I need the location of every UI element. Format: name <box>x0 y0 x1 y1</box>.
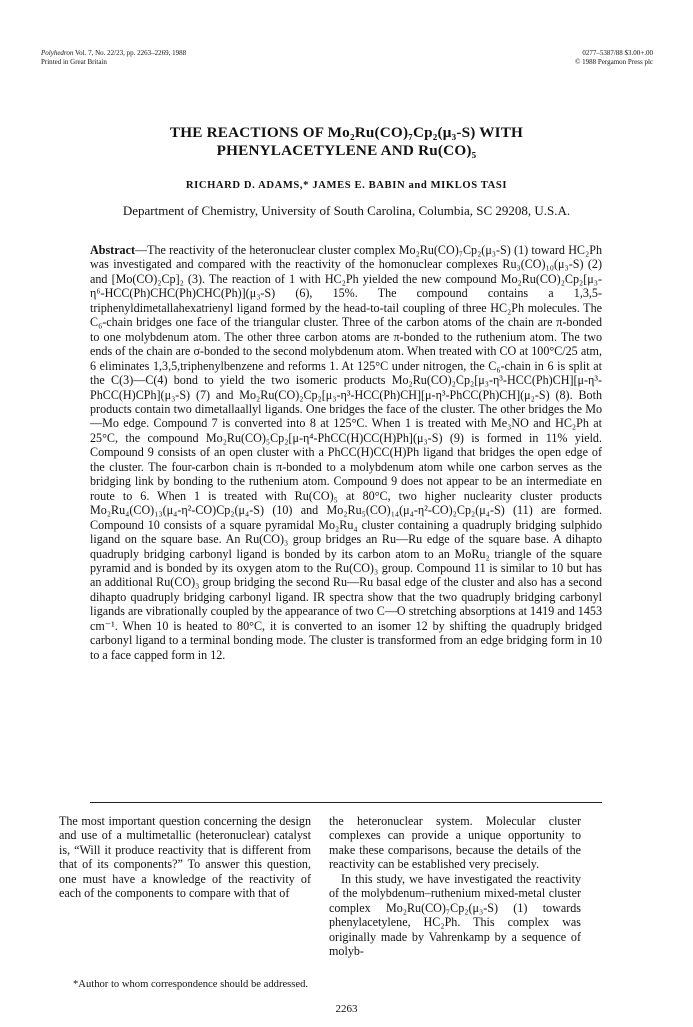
abstract-label: Abstract <box>90 243 136 257</box>
title-line-1: THE REACTIONS OF Mo₂Ru(CO)₇Cp₂(μ₃-S) WITH <box>169 124 524 141</box>
affiliation: Department of Chemistry, University of South Carolina, Columbia, SC 29208, U.S.A. <box>122 203 571 218</box>
journal-name: Polyhedron <box>41 49 74 57</box>
footnote: *Author to whom correspondence should be addressed. <box>73 979 309 990</box>
abstract-divider <box>90 802 602 803</box>
author-list: RICHARD D. ADAMS,* JAMES E. BABIN and MIKLOS TASI <box>185 180 508 191</box>
page-number: 2263 <box>335 1003 358 1015</box>
journal-header <box>41 49 186 67</box>
volume-info: Vol. 7, No. 22/23, pp. 2263–2269, 1988 <box>73 49 187 57</box>
title-line-2: PHENYLACETYLENE AND Ru(CO)₅ <box>216 142 477 159</box>
copyright-header <box>575 49 653 67</box>
body-paragraph: In this study, we have investigated the reactivity of the molybdenum–ruthenium mixed-metal cluster complex Mo₂Ru(CO)₇Cp₂(μ₃-S) (1) towards phenylacetylene, HC₂Ph. This complex was originally made by Vahrenkamp by a sequence of molyb- <box>329 871 581 959</box>
printed-in: Printed in Great Britain <box>41 58 107 66</box>
copyright: © 1988 Pergamon Press plc <box>575 58 653 66</box>
body-column-right <box>329 814 581 959</box>
body-paragraph: the heteronuclear system. Molecular cluster complexes can provide a unique opportunity to make these comparisons, because the details of the reactivity can be established very precisely. <box>329 814 581 872</box>
issn: 0277–5387/88 $3.00+.00 <box>582 49 653 57</box>
abstract <box>90 243 602 662</box>
body-column-left <box>59 814 311 901</box>
body-paragraph: The most important question concerning the design and use of a multimetallic (heteronuclear) catalyst is, “Will it produce reactivity that is different from that of its components?” To answer this question, one must have a knowledge of the reactivity of each of the components to compare with that of <box>59 814 311 901</box>
abstract-text: —The reactivity of the heteronuclear cluster complex Mo₂Ru(CO)₇Cp₂(μ₃-S) (1) toward HC₂Ph was investigated and compared with the reactivity of the homonuclear complexes Ru₃(CO)₁₀(μ₃-S) (2) and [Mo(CO)₂Cp]₂ (3). The reaction of 1 with HC₂Ph yielded the new compound Mo₂Ru(CO)₂Cp₂[μ₃-η⁶-HCC(Ph)CHC(Ph)CHC(Ph)](μ₃-S) (6), 15%. The compound contains a 1,3,5-triphenyldimetallahexatrienyl ligand formed by the head-to-tail coupling of three HC₂Ph molecules. The C₆-chain bridges one face of the triangular cluster. Three of the carbon atoms of the chain are π-bonded to one molybdenum atom. The other three carbon atoms are π-bonded to the ruthenium atom. The two ends of the chain are σ-bonded to the second molybdenum atom. When treated with CO at 100°C/25 atm, 6 eliminates 1,3,5,triphenylbenzene and reforms 1. At 125°C under nitrogen, the C₆-chain in 6 is split at the C(3)—C(4) bond to yield the two isomeric products Mo₂Ru(CO)₂Cp₂[μ₃-η³-HCC(Ph)CH][μ-η³-PhCC(H)CPh](μ₃-S) (7) and Mo₂Ru(CO)₂Cp₂[μ₃-η³-HCC(Ph)CH][μ-η³-PhCC(Ph)CH](μ₂-S) (8). Both products contain two dimetallaallyl ligands. One bridges the face of the cluster. The other bridges the Mo—Mo edge. Compound 7 is converted into 8 at 125°C. When 1 is treated with Me₃NO and HC₂Ph at 25°C, the compound Mo₂Ru(CO)₅Cp₂[μ-η⁴-PhCC(H)CC(H)Ph](μ₃-S) (9) is formed in 11% yield. Compound 9 consists of an open cluster with a PhCC(H)CC(H)Ph ligand that bridges the open edge of the cluster. The four-carbon chain is π-bonded to a molybdenum atom while one carbon serves as the bridging link by bonding to the ruthenium atom. Compound 9 does not appear to be an intermediate en route to 6. When 1 is treated with Ru(CO)₅ at 80°C, two higher nuclearity cluster products Mo₂Ru₄(CO)₁₃(μ₄-η²-CO)Cp₂(μ₄-S) (10) and Mo₂Ru₅(CO)₁₄(μ₄-η²-CO)₂Cp₂(μ₄-S) (11) are formed. Compound 10 consists of a square pyramidal Mo₂Ru₄ cluster containing a quadruply bridging sulphido ligand on the square base. An Ru(CO)₃ group bridges an Ru—Ru edge of the square base. A dihapto quadruply bridging carbonyl ligand is bonded by its carbon atom to an MoRu₂ triangle of the square pyramid and is bonded by its oxygen atom to the Ru(CO)₃ group. Compound 11 is similar to 10 but has an additional Ru(CO)₃ group bridging the second Ru—Ru basal edge of the cluster and also has a second dihapto quadruply bridging carbonyl ligand. IR spectra show that the two quadruply bridging carbonyl ligands are vibrationally coupled by the appearance of two C—O stretching absorptions at 1419 and 1453 cm⁻¹. When 10 is heated to 80°C, it is converted to an isomer 12 by shifting the quadruply bridged carbonyl ligand to a terminal bonding mode. The cluster is transformed from an edge bridging form in 10 to a face capped form in 12. <box>90 243 602 662</box>
paper-title <box>60 124 633 160</box>
